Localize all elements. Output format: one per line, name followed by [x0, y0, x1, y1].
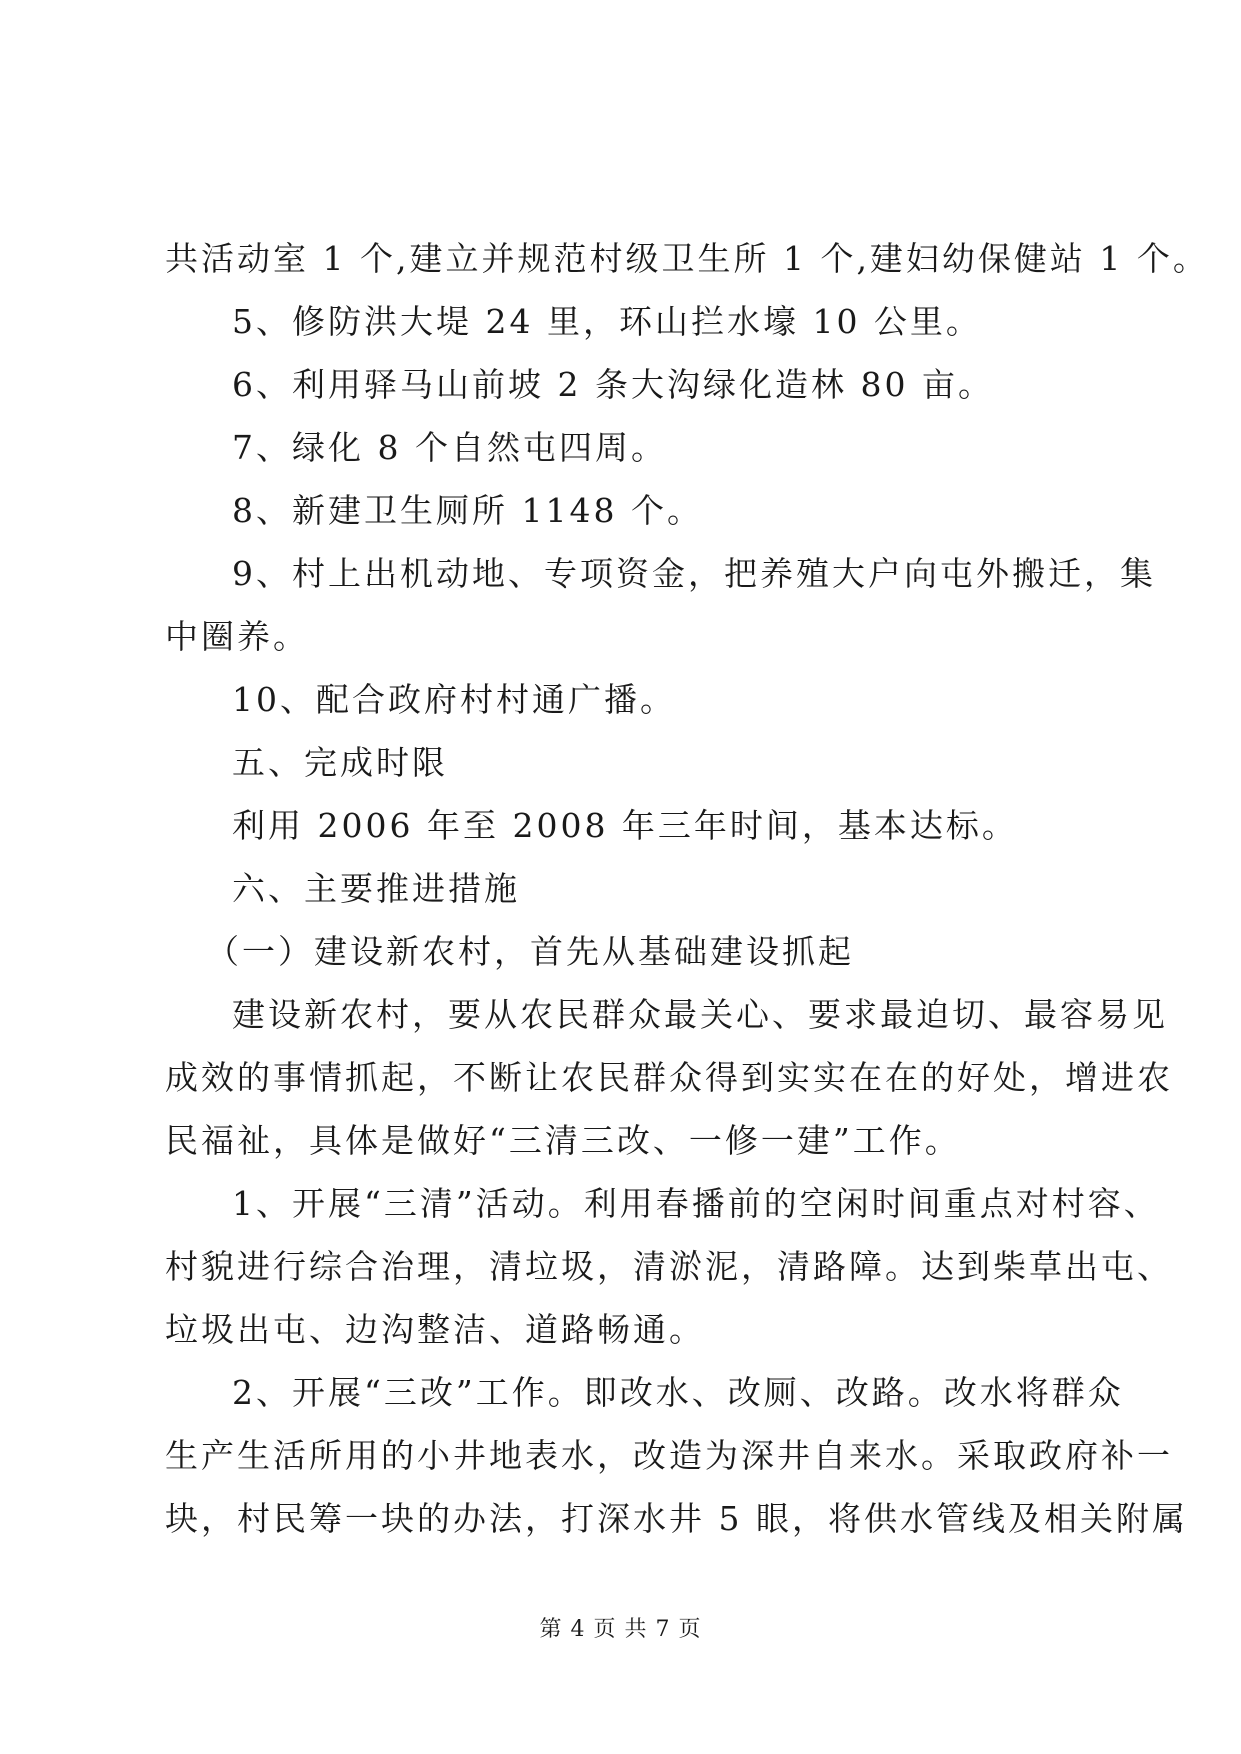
paragraph-line: 1、开展“三清”活动。利用春播前的空闲时间重点对村容、 — [232, 1184, 1160, 1223]
paragraph-line: 成效的事情抓起，不断让农民群众得到实实在在的好处，增进农 — [165, 1058, 1173, 1097]
list-item-10: 10、配合政府村村通广播。 — [232, 680, 676, 719]
list-item-6: 6、利用驿马山前坡 2 条大沟绿化造林 80 亩。 — [232, 365, 994, 404]
section-5-text: 利用 2006 年至 2008 年三年时间，基本达标。 — [232, 806, 1018, 845]
subsection-heading-1: （一）建设新农村，首先从基础建设抓起 — [206, 932, 854, 971]
paragraph-line: 建设新农村，要从农民群众最关心、要求最迫切、最容易见 — [232, 995, 1168, 1034]
list-item-7: 7、绿化 8 个自然屯四周。 — [232, 428, 667, 467]
list-item-5: 5、修防洪大堤 24 里，环山拦水壕 10 公里。 — [232, 302, 982, 341]
paragraph-line: 村貌进行综合治理，清垃圾，清淤泥，清路障。达到柴草出屯、 — [165, 1247, 1173, 1286]
page-number-footer: 第 4 页 共 7 页 — [539, 1617, 702, 1642]
paragraph-line: 2、开展“三改”工作。即改水、改厕、改路。改水将群众 — [232, 1373, 1124, 1412]
paragraph-line: 民福祉，具体是做好“三清三改、一修一建”工作。 — [165, 1121, 961, 1160]
paragraph-line: 生产生活所用的小井地表水，改造为深井自来水。采取政府补一 — [165, 1436, 1173, 1475]
section-heading-6: 六、主要推进措施 — [232, 869, 520, 908]
document-body — [165, 227, 1209, 1550]
paragraph-line: 块，村民筹一块的办法，打深水井 5 眼，将供水管线及相关附属 — [165, 1499, 1188, 1538]
list-item-8: 8、新建卫生厕所 1148 个。 — [232, 491, 703, 530]
text-line: 共活动室 1 个,建立并规范村级卫生所 1 个,建妇幼保健站 1 个。 — [165, 239, 1209, 278]
section-heading-5: 五、完成时限 — [232, 743, 448, 782]
list-item-9: 9、村上出机动地、专项资金，把养殖大户向屯外搬迁，集 — [232, 554, 1156, 593]
paragraph-line: 垃圾出屯、边沟整洁、道路畅通。 — [165, 1310, 705, 1349]
list-item-9-continued: 中圈养。 — [165, 617, 309, 656]
